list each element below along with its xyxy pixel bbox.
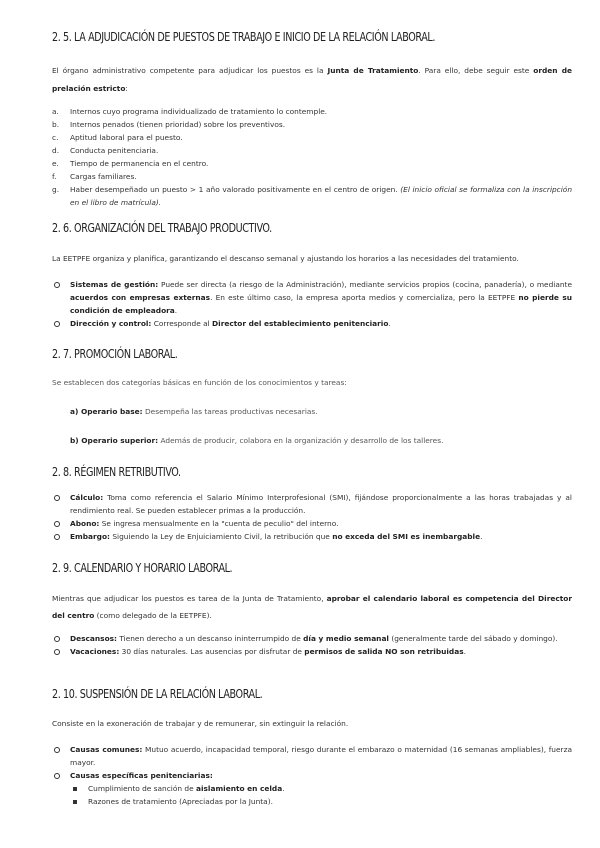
list-marker: e. [52,159,59,168]
intro-bold: Junta de Tratamiento [327,66,419,75]
bullet-bold: no pierde su condición de empleadora [70,293,572,315]
bullet-text: Se ingresa mensualmente en la "cuenta de peculio" del interno. [99,519,339,528]
section-title: 2. 8. RÉGIMEN RETRIBUTIVO. [52,464,181,479]
sub-bold: aislamiento en celda [196,784,283,793]
operario-superior [70,434,570,447]
sub-text: . [282,784,285,793]
bullet-text: (generalmente tarde del sábado y domingo). [388,634,558,643]
section-2-10 [52,686,572,701]
section-2-9 [52,560,572,575]
intro-text: (como delegado de la EETPFE). [94,611,212,620]
section-2-6 [52,220,572,235]
list-item [52,118,572,131]
list-item [52,131,572,144]
section-2-7 [52,346,572,361]
list-item [52,157,572,170]
section-title: 2. 7. PROMOCIÓN LABORAL. [52,346,178,361]
sub-list [70,782,572,808]
bullet-bold: permisos de salida NO son retribuidas [304,647,464,656]
list-marker: d. [52,146,60,155]
bullet-label: Causas comunes: [70,745,143,754]
section-2-9-bullets [52,632,572,658]
bullet-text: Mutuo acuerdo, incapacidad temporal, riesgo durante el embarazo o maternidad (16 semanas ampliables), fuerza mayor. [70,745,572,767]
intro-text: . Para ello, debe seguir este [418,66,534,75]
bullet-text: . En este último caso, la empresa aporta medios y comercializa, pero la EETPFE [210,293,519,302]
bullet-item [52,769,572,808]
bullet-bold: Director del establecimiento penitenciario [212,319,389,328]
section-intro: Se establecen dos categorías básicas en función de los conocimientos y tareas: [52,378,347,387]
bullet-text: Tienen derecho a un descanso ininterrumpido de [117,634,304,643]
list-text: Haber desempeñado un puesto > 1 año valorado positivamente en el centro de origen. [70,185,401,194]
bullet-text: 30 días naturales. Las ausencias por disfrutar de [119,647,305,656]
list-marker: a. [52,107,59,116]
section-2-8-bullets [52,491,572,543]
list-text: Conducta penitenciaria. [70,146,159,155]
bullet-label: Sistemas de gestión: [70,280,159,289]
intro-bold: orden de prelación estricto [52,66,572,93]
bullet-item [52,645,572,658]
list-item [52,105,572,118]
circle-bullet-icon [54,649,60,655]
square-bullet-icon [73,800,77,804]
sub-text: Cumplimiento de sanción de [88,784,197,793]
category-label: a) Operario base: [70,407,143,416]
list-note-italic: (El inicio oficial se formaliza con la inscripción en el libro de matrícula). [70,185,573,207]
list-text: Internos cuyo programa individualizado de tratamiento lo contemple. [70,107,328,116]
list-text: Cargas familiares. [70,172,137,181]
list-text: Internos penados (tienen prioridad) sobre los preventivos. [70,120,286,129]
bullet-item [52,491,572,517]
section-2-10-bullets [52,743,572,808]
circle-bullet-icon [54,534,60,540]
bullet-label: Causas específicas penitenciarias: [70,771,213,780]
bullet-item [52,743,572,769]
intro-text: El órgano administrativo competente para adjudicar los puestos es la [52,66,328,75]
intro-text: Mientras que adjudicar los puestos es tarea de la Junta de Tratamiento, [52,594,327,603]
bullet-bold: no exceda del SMI es inembargable [332,532,481,541]
list-marker: c. [52,133,59,142]
section-2-5 [52,29,572,44]
section-intro: La EETPFE organiza y planifica, garantizando el descanso semanal y ajustando los horarios a las necesidades del tratamiento. [52,254,519,263]
circle-bullet-icon [54,321,60,327]
bullet-label: Abono: [70,519,100,528]
list-item [52,183,572,209]
bullet-label: Dirección y control: [70,319,152,328]
section-title: 2. 9. CALENDARIO Y HORARIO LABORAL. [52,560,233,575]
section-2-8 [52,464,572,479]
bullet-text: . [388,319,391,328]
category-text: Desempeña las tareas productivas necesarias. [142,407,318,416]
bullet-text: . [480,532,483,541]
circle-bullet-icon [54,636,60,642]
section-2-6-intro [52,252,572,265]
bullet-label: Embargo: [70,532,110,541]
bullet-text: Toma como referencia el Salario Mínimo Interprofesional (SMI), fijándose proporcionalmente a las horas trabajadas y al rendimiento real. Se pueden establecer primas a la producción. [70,493,572,515]
section-2-7-intro [52,376,572,389]
section-2-6-bullets [52,278,572,330]
intro-text: : [125,84,128,93]
bullet-item [52,278,572,317]
bullet-label: Descansos: [70,634,118,643]
section-title: 2. 5. LA ADJUDICACIÓN DE PUESTOS DE TRABAJO E INICIO DE LA RELACIÓN LABORAL. [52,29,435,44]
bullet-bold: acuerdos con empresas externas [70,293,211,302]
circle-bullet-icon [54,521,60,527]
operario-base [70,405,570,418]
list-item [52,144,572,157]
circle-bullet-icon [54,773,60,779]
list-marker: f. [52,172,57,181]
bullet-label: Vacaciones: [70,647,120,656]
bullet-bold: día y medio semanal [303,634,389,643]
circle-bullet-icon [54,747,60,753]
list-text: Tiempo de permanencia en el centro. [70,159,209,168]
bullet-item [52,517,572,530]
bullet-item [52,317,572,330]
category-text: Además de producir, colabora en la organización y desarrollo de los talleres. [158,436,444,445]
sub-item [70,782,572,795]
bullet-item [52,632,572,645]
bullet-text: Corresponde al [151,319,213,328]
section-2-5-intro [52,62,572,98]
bullet-item [52,530,572,543]
intro-bold: aprobar el calendario laboral es competencia del Director del centro [52,594,572,620]
bullet-text: Puede ser directa (a riesgo de la Administración), mediante servicios propios (cocina, panadería), o mediante [158,280,573,289]
list-marker: b. [52,120,60,129]
bullet-text: . [463,647,466,656]
bullet-text: Siguiendo la Ley de Enjuiciamiento Civil, la retribución que [110,532,333,541]
prelacion-list [52,105,572,209]
section-title: 2. 10. SUSPENSIÓN DE LA RELACIÓN LABORAL. [52,686,263,701]
list-item [52,170,572,183]
circle-bullet-icon [54,495,60,501]
section-2-10-intro [52,717,572,730]
category-label: b) Operario superior: [70,436,159,445]
list-text: Aptitud laboral para el puesto. [70,133,183,142]
square-bullet-icon [73,787,77,791]
bullet-label: Cálculo: [70,493,104,502]
section-title: 2. 6. ORGANIZACIÓN DEL TRABAJO PRODUCTIVO. [52,220,272,235]
list-marker: g. [52,185,60,194]
circle-bullet-icon [54,282,60,288]
sub-text: Razones de tratamiento (Apreciadas por la Junta). [88,797,273,806]
bullet-text: . [174,306,178,315]
section-intro: Consiste en la exoneración de trabajar y de remunerar, sin extinguir la relación. [52,719,349,728]
sub-item [70,795,572,808]
section-2-9-intro [52,590,572,624]
